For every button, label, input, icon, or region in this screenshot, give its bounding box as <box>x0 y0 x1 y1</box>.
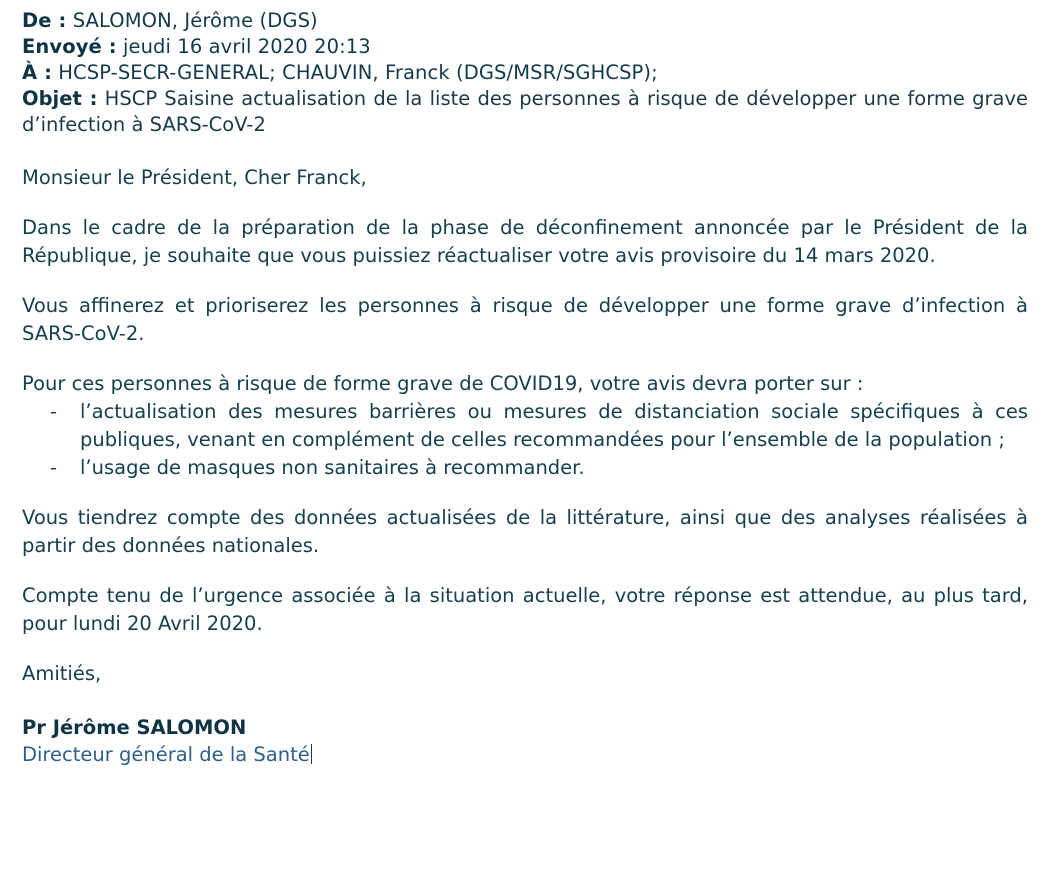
header-subject-line <box>22 86 1028 138</box>
body-paragraph-3: Pour ces personnes à risque de forme grave de COVID19, votre avis devra porter sur : <box>22 372 864 395</box>
bullet-text: l’usage de masques non sanitaires à recommander. <box>80 456 585 479</box>
bullet-marker: - <box>50 400 58 423</box>
body-paragraph-4: Vous tiendrez compte des données actualisées de la littérature, ainsi que des analyses réalisées à partir des données nationales. <box>22 506 1028 557</box>
header-to-value: HCSP-SECR-GENERAL; CHAUVIN, Franck (DGS/MSR/SGHCSP); <box>58 61 658 84</box>
signature-role: Directeur général de la Santé <box>22 743 310 766</box>
bullet-marker: - <box>50 456 58 479</box>
header-sent-line <box>22 34 1028 60</box>
list-item <box>22 454 1028 482</box>
body-closing: Amitiés, <box>22 662 102 685</box>
header-sent-label: Envoyé : <box>22 35 117 58</box>
bullet-text: l’actualisation des mesures barrières ou mesures de distanciation sociale spécifiques à ces publiques, venant en complément de celles recommandées pour l’ensemble de la population ; <box>80 400 1028 451</box>
header-subject-value: HSCP Saisine actualisation de la liste des personnes à risque de développer une forme grave d’infection à SARS-CoV-2 <box>22 87 1029 136</box>
body-paragraph-2: Vous affinerez et prioriserez les personnes à risque de développer une forme grave d’infection à SARS-CoV-2. <box>22 294 1028 345</box>
header-to-line <box>22 60 1028 86</box>
signature-name: Pr Jérôme SALOMON <box>22 716 247 739</box>
list-item <box>22 398 1028 454</box>
body-paragraph-5: Compte tenu de l’urgence associée à la situation actuelle, votre réponse est attendue, au plus tard, pour lundi 20 Avril 2020. <box>22 584 1028 635</box>
header-subject-label: Objet : <box>22 87 98 110</box>
signature-role-line <box>22 741 1028 768</box>
header-sent-value: jeudi 16 avril 2020 20:13 <box>122 35 371 58</box>
header-from-line <box>22 8 1028 34</box>
body-paragraph-1: Dans le cadre de la préparation de la phase de déconfinement annoncée par le Président de la République, je souhaite que vous puissiez réactualiser votre avis provisoire du 14 mars 2020. <box>22 216 1028 267</box>
body-salutation: Monsieur le Président, Cher Franck, <box>22 166 367 189</box>
header-to-label: À : <box>22 61 52 84</box>
header-from-value: SALOMON, Jérôme (DGS) <box>72 9 318 32</box>
body-bullet-list <box>22 398 1028 482</box>
text-cursor <box>311 744 312 764</box>
header-from-label: De : <box>22 9 67 32</box>
